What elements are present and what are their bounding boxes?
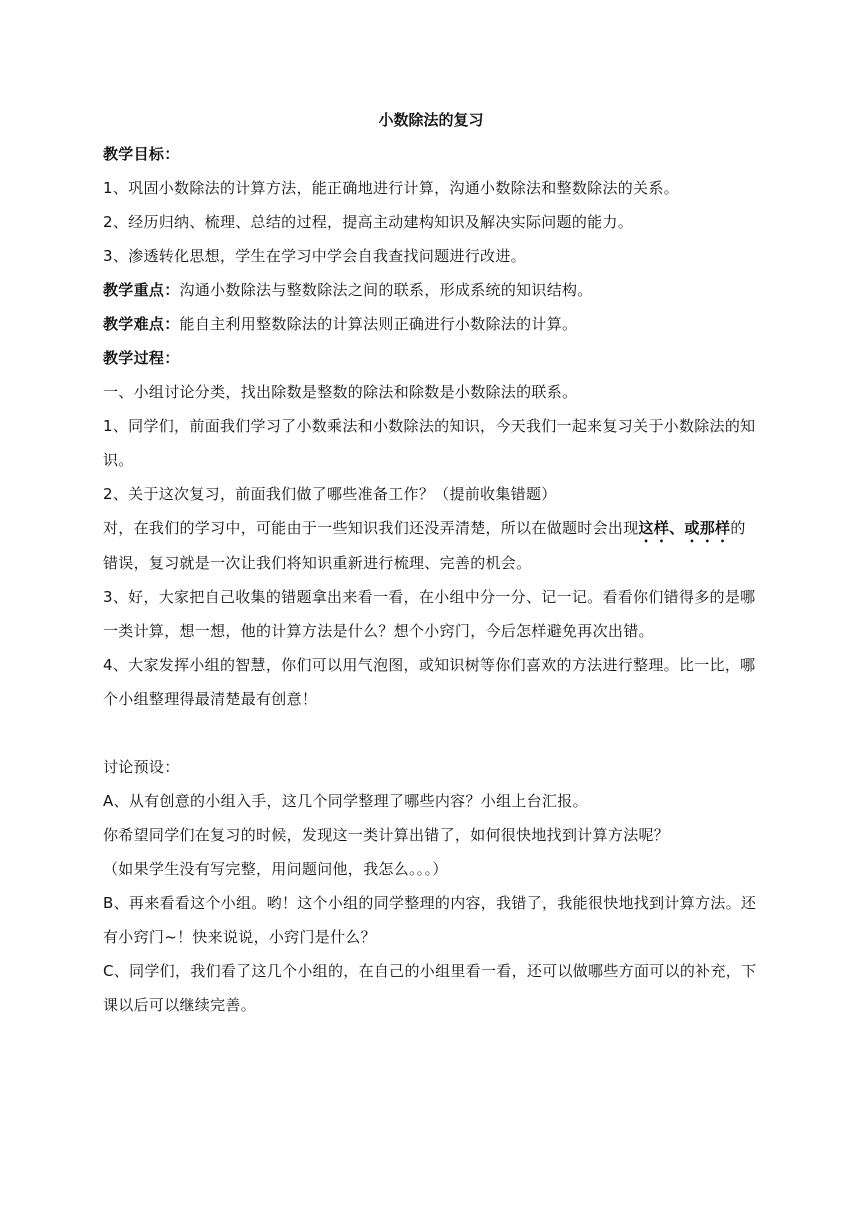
key-point-paragraph (103, 273, 759, 307)
followup-text-post: 的错误，复习就是一次让我们将知识重新进行梳理、完善的机会。 (103, 519, 746, 572)
step-paragraph: 1、同学们，前面我们学习了小数乘法和小数除法的知识，今天我们一起来复习关于小数除法的知识。 (103, 417, 756, 469)
discussion-note: （如果学生没有写完整，用问题问他，我怎么。。。） (103, 860, 448, 878)
objective-item: 1、巩固小数除法的计算方法，能正确地进行计算，沟通小数除法和整数除法的关系。 (103, 179, 679, 197)
followup-text-pre: 对，在我们的学习中，可能由于一些知识我们还没弄清楚，所以在做题时会出现 (103, 519, 639, 537)
objective-item: 3、渗透转化思想，学生在学习中学会自我查找问题进行改进。 (103, 247, 526, 265)
difficulty-label: 教学难点： (103, 315, 180, 333)
objective-item: 2、经历归纳、梳理、总结的过程，提高主动建构知识及解决实际问题的能力。 (103, 213, 634, 231)
step-followup-paragraph (103, 511, 759, 580)
step-paragraph: 2、关于这次复习，前面我们做了哪些准备工作？（提前收集错题） (103, 485, 557, 503)
discussion-item: A、从有创意的小组入手，这几个同学整理了哪些内容？小组上台汇报。 (103, 792, 588, 810)
difficulty-paragraph (103, 307, 759, 341)
discussion-followup: 你希望同学们在复习的时候，发现这一类计算出错了，如何很快地找到计算方法呢？ (103, 826, 670, 844)
key-point-text: 沟通小数除法与整数除法之间的联系，形成系统的知识结构。 (179, 281, 593, 299)
emphasis-text: 这样、或那样 (638, 519, 731, 537)
step-paragraph: 3、好，大家把自己收集的错题拿出来看一看，在小组中分一分、记一记。看看你们错得多的是哪一类计算，想一想，他的计算方法是什么？想个小窍门，今后怎样避免再次出错。 (103, 588, 756, 640)
blank-line (103, 716, 759, 750)
key-point-label: 教学重点： (103, 281, 180, 299)
section-heading: 一、小组讨论分类，找出除数是整数的除法和除数是小数除法的联系。 (103, 383, 578, 401)
step-paragraph: 4、大家发挥小组的智慧，你们可以用气泡图，或知识树等你们喜欢的方法进行整理。比一比，哪个小组整理得最清楚最有创意！ (103, 656, 756, 708)
discussion-heading: 讨论预设： (103, 758, 180, 776)
document-page (103, 103, 759, 1022)
difficulty-text: 能自主利用整数除法的计算法则正确进行小数除法的计算。 (179, 315, 578, 333)
objectives-heading: 教学目标： (103, 145, 180, 163)
document-title: 小数除法的复习 (378, 111, 484, 129)
discussion-item: C、同学们，我们看了这几个小组的，在自己的小组里看一看，还可以做哪些方面可以的补充，下课以后可以继续完善。 (103, 962, 757, 1014)
discussion-item: B、再来看看这个小组。哟！这个小组的同学整理的内容，我错了，我能很快地找到计算方法。还有小窍门~！快来说说，小窍门是什么？ (103, 894, 757, 946)
process-heading: 教学过程： (103, 349, 180, 367)
